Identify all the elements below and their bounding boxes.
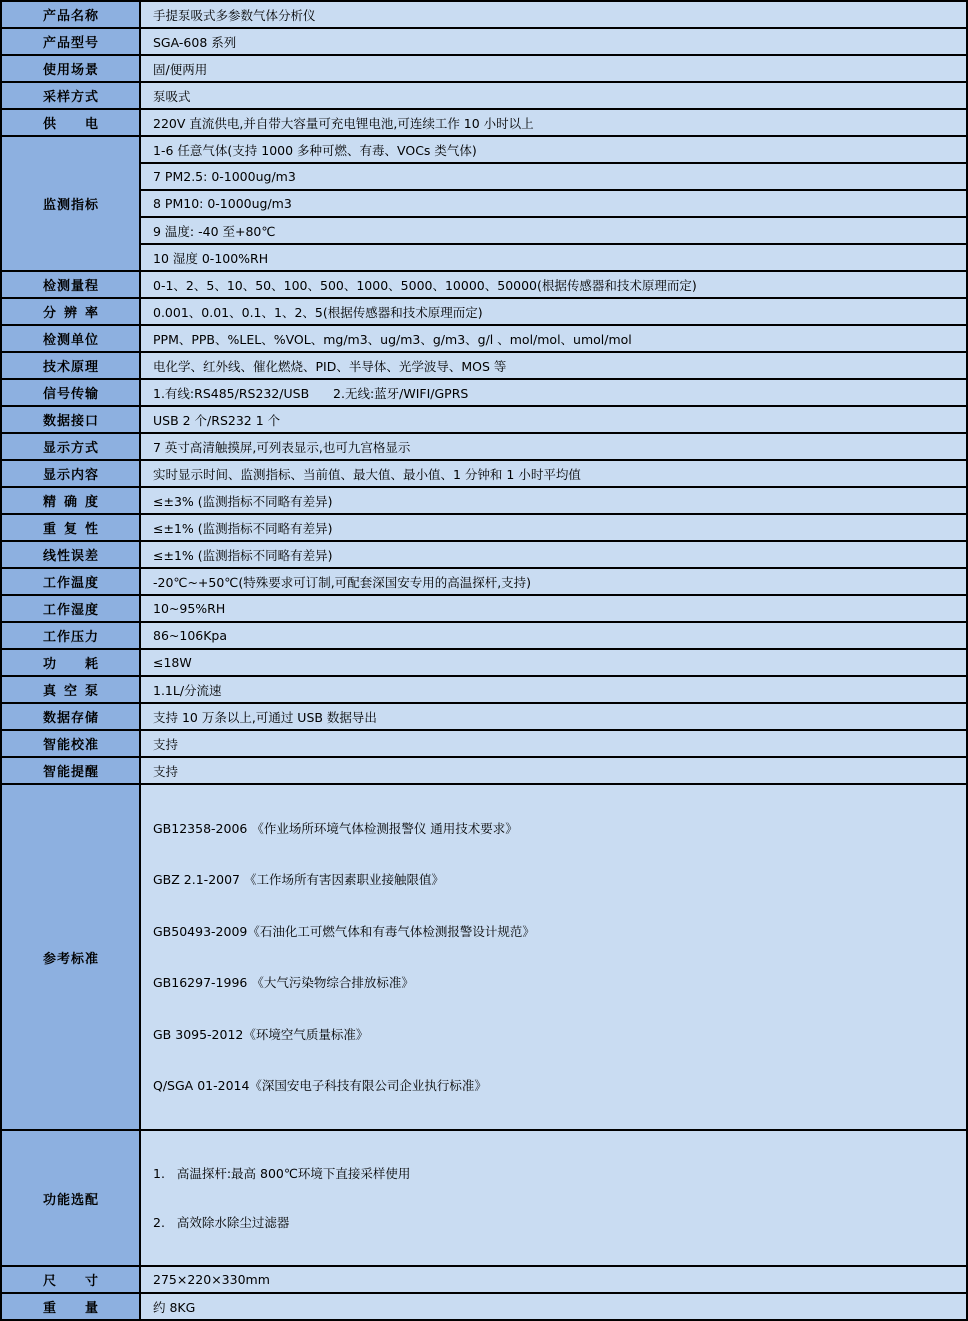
label-monitoring-indicators <box>1 136 140 271</box>
label-product-model <box>1 28 140 55</box>
value-text: 1-6 任意气体(支持 1000 多种可燃、有毒、VOCs 类气体) <box>153 142 477 158</box>
label-resolution <box>1 298 140 325</box>
spec-row-optional-features <box>1 1130 967 1266</box>
spec-row-monitoring-indicator-3 <box>1 190 967 217</box>
value-text: 10 湿度 0-100%RH <box>153 250 269 266</box>
spec-row-product-model <box>1 28 967 55</box>
value-text: 7 PM2.5: 0-1000ug/m3 <box>153 169 296 184</box>
spec-row-working-humidity <box>1 595 967 622</box>
label-text: 功能选配 <box>43 1192 98 1208</box>
value-text: 支持 <box>153 763 179 779</box>
label-smart-calibration <box>1 730 140 757</box>
label-text: 检测量程 <box>43 279 98 294</box>
value-linearity-error <box>140 541 967 568</box>
label-vacuum-pump <box>1 676 140 703</box>
value-monitoring-indicator-5 <box>140 244 967 271</box>
label-text: 功耗 <box>43 657 98 672</box>
spec-row-accuracy <box>1 487 967 514</box>
value-text: 实时显示时间、监测指标、当前值、最大值、最小值、1 分钟和 1 小时平均值 <box>153 466 581 482</box>
spec-row-dimensions <box>1 1266 967 1293</box>
label-product-name <box>1 1 140 28</box>
label-linearity-error <box>1 541 140 568</box>
spec-row-resolution <box>1 298 967 325</box>
value-vacuum-pump <box>140 676 967 703</box>
spec-row-product-name <box>1 1 967 28</box>
label-text: 智能提醒 <box>43 765 98 780</box>
value-text: 约 8KG <box>153 1299 196 1315</box>
label-sampling-method <box>1 82 140 109</box>
label-text: 数据存储 <box>43 711 98 726</box>
spec-row-working-temperature <box>1 568 967 595</box>
label-text: 显示方式 <box>43 441 98 456</box>
label-power-consumption <box>1 649 140 676</box>
value-product-name <box>140 1 967 28</box>
value-power-supply <box>140 109 967 136</box>
value-text: 9 温度: -40 至+80℃ <box>153 223 276 239</box>
value-monitoring-indicator-3 <box>140 190 967 217</box>
spec-row-detection-range <box>1 271 967 298</box>
value-sampling-method <box>140 82 967 109</box>
value-smart-reminder <box>140 757 967 784</box>
value-data-storage <box>140 703 967 730</box>
value-text: 8 PM10: 0-1000ug/m3 <box>153 196 292 211</box>
label-text: 尺寸 <box>43 1274 98 1290</box>
label-text: 工作温度 <box>43 576 98 591</box>
label-working-pressure <box>1 622 140 649</box>
label-text: 技术原理 <box>43 360 98 375</box>
value-text: 泵吸式 <box>153 88 191 104</box>
value-monitoring-indicator-4 <box>140 217 967 244</box>
label-power-supply <box>1 109 140 136</box>
label-text: 检测单位 <box>43 333 98 348</box>
label-text: 参考标准 <box>43 951 98 967</box>
value-working-temperature <box>140 568 967 595</box>
value-text: 电化学、红外线、催化燃烧、PID、半导体、光学波导、MOS 等 <box>153 358 507 374</box>
value-detection-unit <box>140 325 967 352</box>
spec-row-repeatability <box>1 514 967 541</box>
label-accuracy <box>1 487 140 514</box>
label-detection-range <box>1 271 140 298</box>
spec-row-weight <box>1 1293 967 1320</box>
value-text: ≤±3% (监测指标不同略有差异) <box>153 493 333 509</box>
value-usage-scenario <box>140 55 967 82</box>
value-detection-range <box>140 271 967 298</box>
optional-feature-line: 1. 高温探杆:最高 800℃环境下直接采样使用 <box>153 1166 411 1182</box>
label-text: 显示内容 <box>43 468 98 483</box>
value-dimensions <box>140 1266 967 1293</box>
label-smart-reminder <box>1 757 140 784</box>
value-text: ≤±1% (监测指标不同略有差异) <box>153 547 333 563</box>
value-text: USB 2 个/RS232 1 个 <box>153 412 281 428</box>
value-smart-calibration <box>140 730 967 757</box>
value-display-mode <box>140 433 967 460</box>
value-product-model <box>140 28 967 55</box>
value-monitoring-indicator-1 <box>140 136 967 163</box>
standard-line: GB12358-2006 《作业场所环境气体检测报警仪 通用技术要求》 <box>153 821 518 836</box>
value-weight <box>140 1293 967 1320</box>
label-display-mode <box>1 433 140 460</box>
value-resolution <box>140 298 967 325</box>
label-text: 监测指标 <box>43 198 98 213</box>
spec-row-display-mode <box>1 433 967 460</box>
value-text: PPM、PPB、%LEL、%VOL、mg/m3、ug/m3、g/m3、g/l 、mol/mol、umol/mol <box>153 331 632 347</box>
value-text: 支持 <box>153 736 179 752</box>
spec-row-power-supply <box>1 109 967 136</box>
value-text: 7 英寸高清触摸屏,可列表显示,也可九宫格显示 <box>153 439 411 455</box>
value-optional-features <box>140 1130 967 1266</box>
label-text: 精确度 <box>43 495 98 510</box>
value-text: ≤18W <box>153 655 192 670</box>
value-signal-transmission <box>140 379 967 406</box>
standard-line: GB 3095-2012《环境空气质量标准》 <box>153 1026 369 1042</box>
label-text: 工作湿度 <box>43 603 98 618</box>
optional-feature-line: 2. 高效除水除尘过滤器 <box>153 1215 290 1231</box>
label-text: 分辨率 <box>43 306 98 321</box>
spec-row-monitoring-indicator-4 <box>1 217 967 244</box>
spec-row-monitoring-indicator-2 <box>1 163 967 190</box>
spec-row-usage-scenario <box>1 55 967 82</box>
value-data-interface <box>140 406 967 433</box>
label-usage-scenario <box>1 55 140 82</box>
spec-row-monitoring-indicator-5 <box>1 244 967 271</box>
standard-line: Q/SGA 01-2014《深国安电子科技有限公司企业执行标准》 <box>153 1078 487 1094</box>
standard-line: GB50493-2009《石油化工可燃气体和有毒气体检测报警设计规范》 <box>153 923 535 939</box>
label-display-content <box>1 460 140 487</box>
label-text: 采样方式 <box>43 90 98 105</box>
label-weight <box>1 1293 140 1320</box>
label-dimensions <box>1 1266 140 1293</box>
value-text: 0.001、0.01、0.1、1、2、5(根据传感器和技术原理而定) <box>153 304 483 320</box>
value-text: SGA-608 系列 <box>153 34 237 50</box>
standard-line: GBZ 2.1-2007 《工作场所有害因素职业接触限值》 <box>153 872 444 888</box>
value-technical-principle <box>140 352 967 379</box>
value-text: 220V 直流供电,并自带大容量可充电锂电池,可连续工作 10 小时以上 <box>153 115 534 131</box>
spec-row-smart-reminder <box>1 757 967 784</box>
spec-row-signal-transmission <box>1 379 967 406</box>
label-working-humidity <box>1 595 140 622</box>
spec-row-technical-principle <box>1 352 967 379</box>
value-text: 1.1L/分流速 <box>153 682 222 698</box>
value-text: ≤±1% (监测指标不同略有差异) <box>153 520 333 536</box>
spec-row-working-pressure <box>1 622 967 649</box>
label-signal-transmission <box>1 379 140 406</box>
label-text: 智能校准 <box>43 738 98 753</box>
spec-row-reference-standards <box>1 784 967 1130</box>
label-text: 重复性 <box>43 522 98 537</box>
spec-row-display-content <box>1 460 967 487</box>
value-text: 固/便两用 <box>153 61 208 77</box>
label-repeatability <box>1 514 140 541</box>
label-text: 供电 <box>43 117 98 132</box>
value-monitoring-indicator-2 <box>140 163 967 190</box>
value-text: 1.有线:RS485/RS232/USB 2.无线:蓝牙/WIFI/GPRS <box>153 385 469 401</box>
label-text: 信号传输 <box>43 387 98 402</box>
label-optional-features <box>1 1130 140 1266</box>
value-reference-standards <box>140 784 967 1130</box>
label-text: 产品名称 <box>43 9 98 24</box>
value-display-content <box>140 460 967 487</box>
value-text: 支持 10 万条以上,可通过 USB 数据导出 <box>153 709 377 725</box>
spec-row-data-interface <box>1 406 967 433</box>
spec-row-detection-unit <box>1 325 967 352</box>
value-text: 手提泵吸式多参数气体分析仪 <box>153 7 316 23</box>
value-power-consumption <box>140 649 967 676</box>
value-working-humidity <box>140 595 967 622</box>
value-working-pressure <box>140 622 967 649</box>
label-data-storage <box>1 703 140 730</box>
label-text: 数据接口 <box>43 414 98 429</box>
label-text: 真空泵 <box>43 684 98 699</box>
spec-row-vacuum-pump <box>1 676 967 703</box>
value-repeatability <box>140 514 967 541</box>
label-detection-unit <box>1 325 140 352</box>
label-text: 使用场景 <box>43 63 98 78</box>
spec-row-smart-calibration <box>1 730 967 757</box>
label-text: 线性误差 <box>43 549 98 564</box>
value-text: 86~106Kpa <box>153 628 228 643</box>
value-text: 0-1、2、5、10、50、100、500、1000、5000、10000、50000(根据传感器和技术原理而定) <box>153 277 697 293</box>
label-text: 重量 <box>43 1301 98 1317</box>
label-data-interface <box>1 406 140 433</box>
spec-row-data-storage <box>1 703 967 730</box>
standard-line: GB16297-1996 《大气污染物综合排放标准》 <box>153 975 414 991</box>
label-working-temperature <box>1 568 140 595</box>
label-text: 工作压力 <box>43 630 98 645</box>
value-accuracy <box>140 487 967 514</box>
label-reference-standards <box>1 784 140 1130</box>
label-technical-principle <box>1 352 140 379</box>
value-text: 10~95%RH <box>153 601 226 616</box>
spec-row-linearity-error <box>1 541 967 568</box>
label-text: 产品型号 <box>43 36 98 51</box>
spec-row-monitoring-indicators <box>1 136 967 163</box>
value-text: -20℃~+50℃(特殊要求可订制,可配套深国安专用的高温探杆,支持) <box>153 574 532 590</box>
spec-row-power-consumption <box>1 649 967 676</box>
value-text: 275×220×330mm <box>153 1272 270 1288</box>
spec-row-sampling-method <box>1 82 967 109</box>
